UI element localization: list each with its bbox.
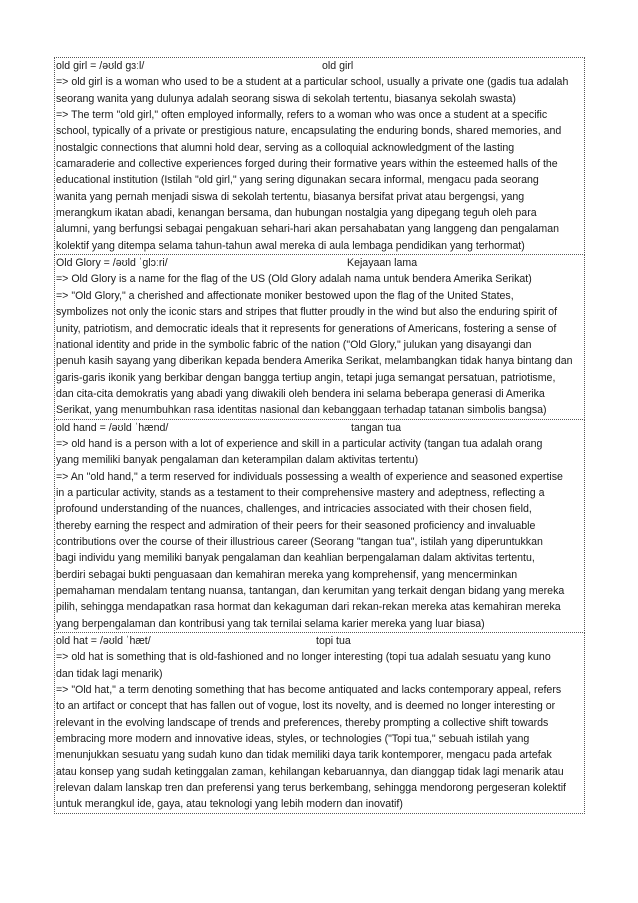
entry-text-line: alumni, yang berfungsi sebagai pengakuan sehari-hari akan persahabatan yang langgeng dan pengalaman	[56, 223, 559, 236]
entry-text-line: merangkum ikatan abadi, kenangan bersama, dan hubungan nostalgia yang dipegang teguh oleh para	[56, 207, 537, 220]
entry-text-line: atau konsep yang sudah ketinggalan zaman, kehilangan kebaruannya, dan dianggap tidak lagi menarik atau	[56, 765, 564, 778]
entry-text-line: => The term "old girl," often employed informally, refers to a woman who was once a student at a specific	[56, 109, 548, 122]
entry-text-line: Serikat, yang menumbuhkan rasa identitas nasional dan kebanggaan terhadap tatanan simbolis bangsa)	[56, 404, 547, 417]
entry-text-line: => An "old hand," a term reserved for individuals possessing a wealth of experience and seasoned expertise	[56, 470, 563, 483]
entry-text-line: relevan dalam lanskap tren dan preferensi yang terus berkembang, sehingga mendorong pergeseran kolektif	[56, 782, 566, 795]
entry-text-line: => old hand is a person with a lot of experience and skill in a particular activity (tangan tua adalah orang	[56, 437, 543, 450]
entry-text-line: => old girl is a woman who used to be a student at a particular school, usually a private one (gadis tua adalah	[56, 76, 569, 89]
entry-text-line: camaraderie and collective experiences forged during their formative years within the esteemed halls of the	[56, 158, 558, 171]
entry-text-line: garis-garis ikonik yang berkibar dengan bangga tertiup angin, tetapi juga semangat persatuan, patriotisme,	[56, 371, 556, 384]
entry-text-line: => "Old Glory," a cherished and affectionate moniker bestowed upon the flag of the United States,	[56, 289, 514, 302]
entry-heading	[56, 633, 583, 649]
entry-text-line: profound understanding of the nuances, challenges, and intricacies associated with their chosen field,	[56, 503, 532, 516]
entry-text-line: relevant in the evolving landscape of trends and preferences, thereby prompting a collective shift towards	[56, 716, 549, 729]
entry-term: Old Glory = /əʊld ˈɡlɔːri/	[56, 257, 168, 270]
entry-text-line: pemahaman mendalam tentang nuansa, tantangan, dan kerumitan yang terkait dengan bidang yang mereka	[56, 585, 565, 597]
entry-text-line: embracing more modern and innovative ideas, styles, or technologies ("Topi tua," sebuah istilah yang	[56, 733, 530, 746]
entry-text-line: penuh kasih sayang yang diberikan kepada bendera Amerika Serikat, melambangkan tidak hanya bintang dan	[56, 355, 573, 368]
entry-text-line: symbolizes not only the iconic stars and stripes that flutter proudly in the wind but also the enduring spirit of	[56, 306, 558, 319]
entry-list	[54, 57, 585, 814]
entry-term: old hat = /əʊld ˈhæt/	[56, 635, 151, 648]
entry-text-line: kolektif yang ditempa selama tahun-tahun awal mereka di aula lembaga pendidikan yang terhormat)	[56, 239, 525, 252]
entry-term: old girl = /əʊld ɡɜːl/	[56, 60, 145, 72]
entry-heading	[56, 420, 583, 436]
entry-text-line: => "Old hat," a term denoting something that has become antiquated and lacks contemporary appeal, refers	[56, 684, 562, 697]
entry-text-line: menunjukkan sesuatu yang sudah kuno dan tidak memiliki daya tarik kontemporer, mengacu pada artefak	[56, 749, 552, 762]
entry-text-line: to an artifact or concept that has fallen out of vogue, lost its novelty, and is deemed no longer interesting or	[56, 700, 556, 713]
entry-text-line: dan tidak lagi menarik)	[56, 667, 163, 680]
entry-text-line: bagi individu yang memiliki banyak pengalaman dan keahlian berpengalaman dalam aktivitas tertentu,	[56, 552, 535, 565]
entry-text-line: unity, patriotism, and democratic ideals that it represents for generations of Americans, fostering a sense of	[56, 322, 557, 335]
entry-heading	[56, 255, 583, 271]
entry-text-line: pilih, sehingga mendapatkan rasa hormat dan kekaguman dari rekan-rekan mereka atas kemahiran mereka	[56, 601, 561, 614]
dictionary-entry	[54, 420, 585, 633]
entry-translation: old girl	[322, 60, 354, 72]
entry-text-line: berdiri sebagai bukti penguasaan dan kemahiran mereka yang komprehensif, yang mencerminkan	[56, 568, 518, 581]
entry-text-line: yang memiliki banyak pengalaman dan keterampilan dalam aktivitas tertentu)	[56, 454, 419, 467]
entry-text-line: seorang wanita yang dulunya adalah seorang siswa di sekolah tertentu, biasanya sekolah swasta)	[56, 92, 516, 105]
entry-text-line: dan cita-cita demokratis yang abadi yang diwakili oleh bendera ini selama beberapa generasi di Amerika	[56, 387, 545, 400]
entry-text-line: national identity and pride in the symbolic fabric of the nation ("Old Glory," julukan yang disayangi dan	[56, 338, 532, 351]
entry-text-line: => Old Glory is a name for the flag of the US (Old Glory adalah nama untuk bendera Amerika Serikat)	[56, 273, 532, 286]
entry-text-line: school, typically of a private or prestigious nature, encapsulating the enduring bonds, shared memories, and	[56, 125, 562, 138]
dictionary-entry	[54, 57, 585, 255]
entry-text-line: contributions over the course of their illustrious career (Seorang "tangan tua", istilah yang diperuntukkan	[56, 535, 543, 548]
entry-term: old hand = /əʊld ˈhænd/	[56, 421, 169, 434]
entry-text-line: wanita yang pernah menjadi siswa di sekolah tertentu, biasanya bersifat privat atau bergengsi, yang	[56, 190, 525, 203]
entry-text-line: in a particular activity, stands as a testament to their comprehensive mastery and adeptness, reflecting a	[56, 486, 545, 499]
dictionary-entry	[54, 255, 585, 419]
entry-translation: topi tua	[316, 635, 351, 648]
entry-text-line: untuk merangkul ide, gaya, atau teknologi yang lebih modern dan inovatif)	[56, 798, 403, 811]
dictionary-entry	[54, 633, 585, 814]
dictionary-page	[54, 57, 585, 814]
entry-heading	[56, 58, 583, 74]
entry-text-line: thereby earning the respect and admiration of their peers for their seasoned proficiency and invaluable	[56, 519, 536, 532]
entry-translation: tangan tua	[351, 421, 402, 434]
entry-text-line: educational institution (Istilah "old girl," yang sering digunakan secara informal, mengacu pada seorang	[56, 174, 539, 187]
entry-text-line: nostalgic connections that alumni hold dear, serving as a colloquial acknowledgment of the lasting	[56, 141, 515, 154]
entry-text-line: => old hat is something that is old-fashioned and no longer interesting (topi tua adalah sesuatu yang kuno	[56, 651, 551, 664]
entry-text-line: yang berpengalaman dan kontribusi yang tak ternilai selama karier mereka yang luar biasa)	[56, 617, 485, 630]
entry-translation: Kejayaan lama	[347, 257, 418, 270]
